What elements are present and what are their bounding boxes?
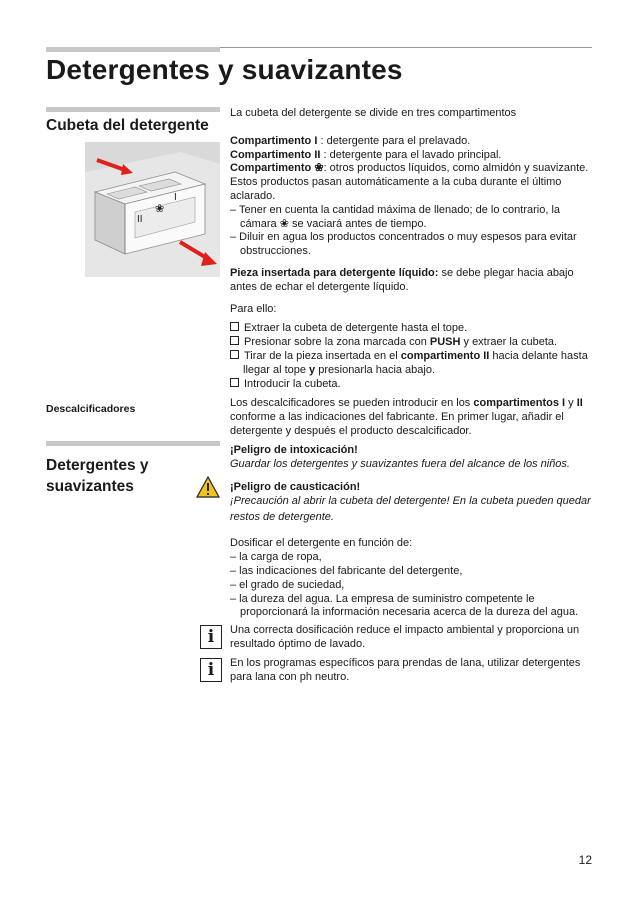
top-rule-line [220,47,592,48]
page-number: 12 [578,853,592,867]
section-rule-cubeta [46,107,220,112]
info-icon: i [200,658,222,682]
dose-item-1: – la carga de ropa, [230,551,322,564]
checkbox-bullet-icon [230,322,239,331]
note-2: En los programas específicos para prendas de lana, utilizar detergentes para lana con ph neutro. [230,657,581,683]
warning-triangle-icon [196,476,220,498]
top-rule-gray [46,47,220,52]
page-title: Detergentes y suavizantes [46,54,403,85]
descal-body [230,397,592,438]
cubeta-body [230,107,592,391]
flower-compartment-icon: ❀ [314,162,324,175]
info-icon: i [200,625,222,649]
section-rule-detsuav [46,441,220,446]
step-3: Tirar de la pieza insertada en el compartimento II hacia delante hasta llegar al tope y presionarla hacia abajo. [230,350,592,378]
flower-compartment-icon: ❀ [155,203,165,215]
step-1: Extraer la cubeta de detergente hasta el tope. [230,322,592,336]
liquid-insert-text: Pieza insertada para detergente líquido: se debe plegar hacia abajo antes de echar el detergente líquido. [230,266,574,293]
compartment-3-cont: Estos productos pasan automáticamente a la cuba durante el último aclarado. [230,176,562,202]
compartment-2: Compartimento II : detergente para el lavado principal. [230,148,502,161]
dose-item-3: – el grado de suciedad, [230,578,345,591]
heading-descalcificadores: Descalcificadores [46,403,136,415]
warning-1-title: ¡Peligro de intoxicación! [230,444,358,456]
step-4: Introducir la cubeta. [230,378,592,392]
note-1: Una correcta dosificación reduce el impacto ambiental y proporciona un resultado óptimo de lavado. [230,624,580,650]
warning-2-title: ¡Peligro de causticación! [230,480,361,493]
checkbox-bullet-icon [230,378,239,387]
compartment-1: Compartimento I : detergente para el prelavado. [230,134,471,147]
dash-item-2: – Diluir en agua los productos concentrados o muy espesos para evitar obstrucciones. [230,231,577,258]
checkbox-bullet-icon [230,350,239,359]
figure-label-II: II [137,214,143,225]
dose-item-4: – la dureza del agua. La empresa de suministro competente le proporcionará la información necesaria acerca de la dureza del agua. [230,592,579,619]
detsuav-body [230,444,592,620]
figure-label-I: I [174,192,177,203]
heading-cubeta: Cubeta del detergente [46,117,209,134]
dash-item-1: – Tener en cuenta la cantidad máxima de llenado; de lo contrario, la cámara ❀ se vaciará antes de tiempo. [230,203,561,230]
compartment-3: Compartimento ❀: otros productos líquidos, como almidón y suavizante. [230,162,589,175]
cubeta-intro: La cubeta del detergente se divide en tres compartimentos [230,107,517,119]
checkbox-bullet-icon [230,336,239,345]
descal-text: Los descalcificadores se pueden introducir en los compartimentos I y II conforme a las indicaciones del fabricante. En primer lugar, añadir el detergente y después el producto descalcificador. [230,397,583,437]
detergent-drawer-illustration [85,142,220,277]
warning-1-text: Guardar los detergentes y suavizantes fuera del alcance de los niños. [230,457,570,470]
step-2: Presionar sobre la zona marcada con PUSH y extraer la cubeta. [230,336,592,350]
para-ello: Para ello: [230,302,277,315]
dose-intro: Dosificar el detergente en función de: [230,537,413,550]
flower-compartment-icon: ❀ [279,217,289,230]
heading-detergentes-suavizantes: Detergentes y suavizantes [46,457,149,495]
warning-2-text: ¡Precaución al abrir la cubeta del detergente! En la cubeta pueden quedar restos de detergente. [230,495,591,523]
dose-item-2: – las indicaciones del fabricante del detergente, [230,564,463,577]
